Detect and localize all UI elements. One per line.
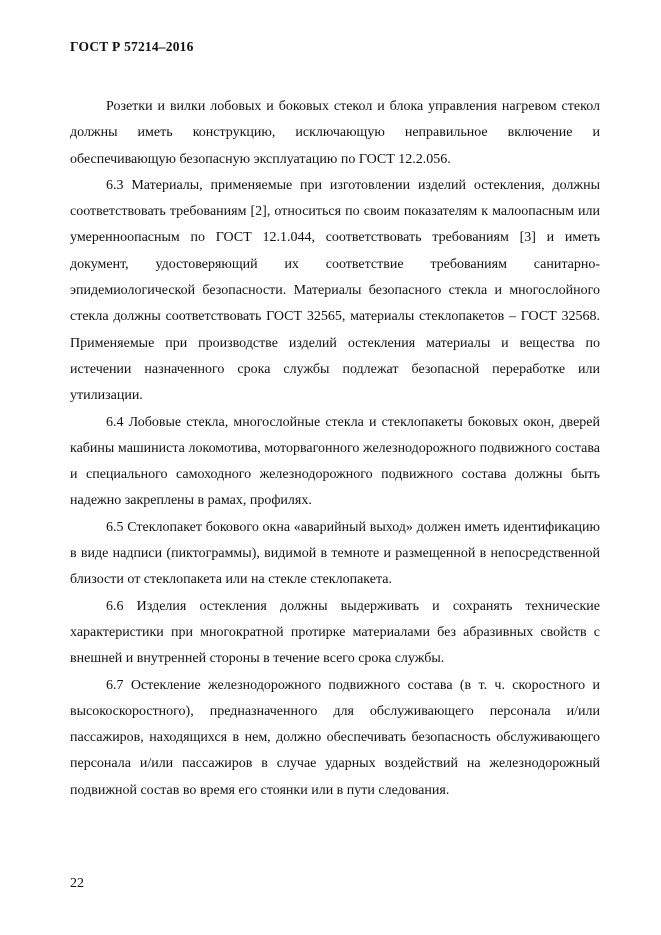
paragraph-6-4: 6.4 Лобовые стекла, многослойные стекла и стеклопакеты боковых окон, дверей кабины машиниста локомотива, моторвагонного железнодорожного подвижного состава и специального самоходного железнодорожного подвижного состава должны быть надежно закреплены в рамах, профилях. (70, 414, 600, 509)
paragraph-6-5: 6.5 Стеклопакет бокового окна «аварийный выход» должен иметь идентификацию в виде надписи (пиктограммы), видимой в темноте и размещенной в непосредственной близости от стеклопакета или на стекле стеклопакета. (70, 519, 600, 588)
page-number: 22 (70, 876, 84, 891)
standard-code-header: ГОСТ Р 57214–2016 (70, 39, 194, 54)
paragraph-6-7: 6.7 Остекление железнодорожного подвижного состава (в т. ч. скоростного и высокоскоростного), предназначенного для обслуживающего персонала и/или пассажиров, находящихся в нем, должно обеспечивать безопасность обслуживающего персонала и/или пассажиров в случае ударных воздействий на железнодорожный подвижной состав во время его стоянки или в пути следования. (70, 677, 600, 798)
paragraph-sockets: Розетки и вилки лобовых и боковых стекол и блока управления нагревом стекол должны иметь конструкцию, исключающую неправильное включение и обеспечивающую безопасную эксплуатацию по ГОСТ 12.2.056. (70, 99, 600, 167)
paragraph-6-6: 6.6 Изделия остекления должны выдерживать и сохранять технические характеристики при многократной протирке материалами без абразивных свойств с внешней и внутренней стороны в течение всего срока службы. (70, 598, 600, 667)
body-text (70, 94, 600, 804)
paragraph-6-3: 6.3 Материалы, применяемые при изготовлении изделий остекления, должны соответствовать требованиям [2], относиться по своим показателям к малоопасным или умеренноопасным по ГОСТ 12.1.044, соответствовать требованиям [3] и иметь документ, удостоверяющий их соответствие требованиям санитарно-эпидемиологической безопасности. Материалы безопасного стекла и многослойного стекла должны соответствовать ГОСТ 32565, материалы стеклопакетов – ГОСТ 32568. Применяемые при производстве изделий остекления материалы и вещества по истечении назначенного срока службы подлежат безопасной переработке или утилизации. (70, 177, 600, 404)
